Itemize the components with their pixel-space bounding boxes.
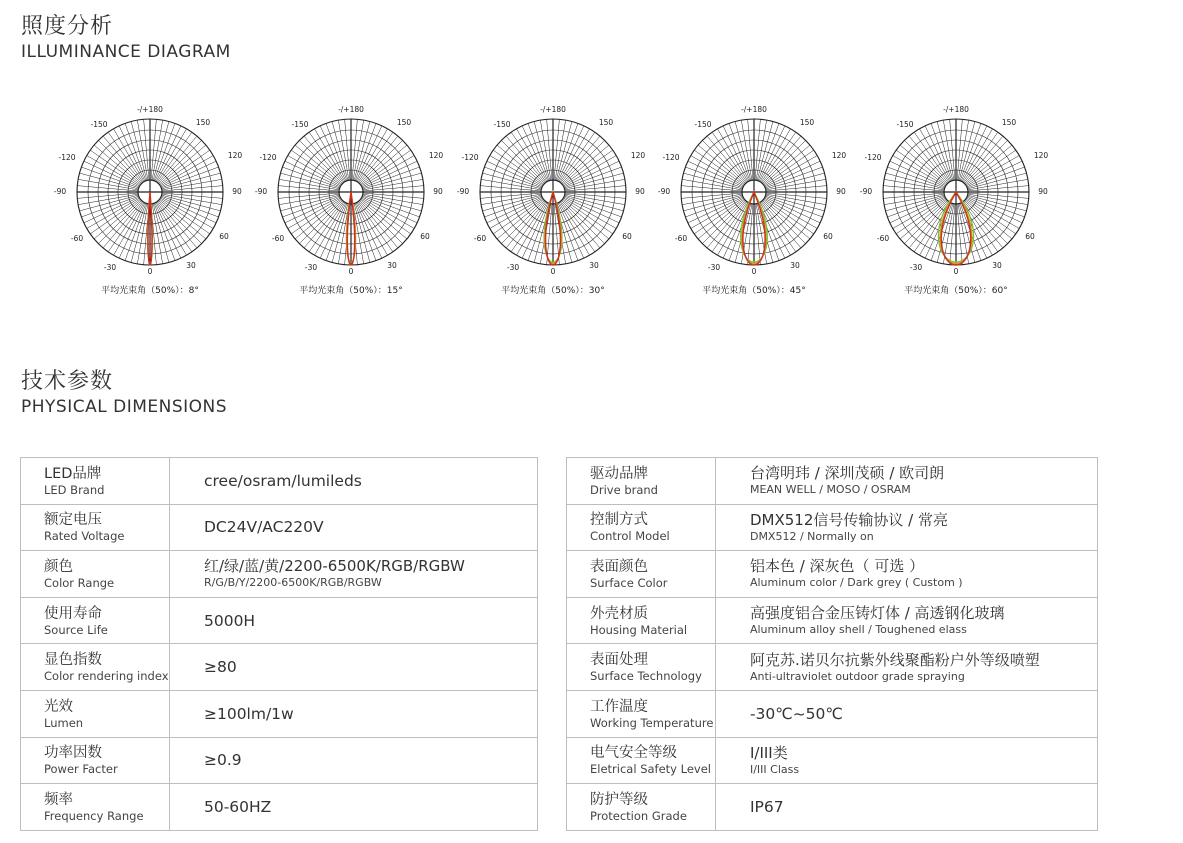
spec-label-en: Power Facter	[44, 762, 118, 777]
angle-label-top: -/+180	[741, 105, 767, 114]
angle-label-m120: -120	[864, 153, 882, 162]
spec-label-en: Surface Technology	[590, 669, 702, 684]
polar-chart	[654, 103, 854, 279]
spec-label-cn: 使用寿命	[44, 605, 102, 622]
spec-label-cn: 表面颜色	[590, 558, 648, 575]
angle-label-p30: 30	[790, 261, 800, 270]
angle-label-p30: 30	[992, 261, 1002, 270]
polar-spoke	[299, 200, 342, 243]
polar-chart	[856, 103, 1056, 279]
angle-label-top: -/+180	[943, 105, 969, 114]
polar-spoke	[359, 140, 402, 183]
angle-label-p150: 150	[1001, 118, 1017, 127]
spec-value: DMX512信号传输协议 / 常亮	[749, 510, 948, 529]
spec-label-cell	[21, 784, 170, 831]
polar-spoke	[561, 140, 604, 183]
angle-label-p60: 60	[1025, 232, 1035, 241]
angle-label-p120: 120	[1033, 151, 1049, 160]
polar-spoke	[98, 140, 141, 183]
physical-title-en: PHYSICAL DIMENSIONS	[21, 397, 228, 417]
spec-label-cell	[21, 504, 170, 551]
angle-label-m60: -60	[473, 234, 487, 243]
angle-label-bottom: 0	[147, 267, 153, 276]
spec-label-cell	[21, 737, 170, 784]
polar-spoke	[702, 200, 745, 243]
spec-label-cell	[567, 644, 716, 691]
polar-spoke	[501, 200, 544, 243]
spec-value: 铝本色 / 深灰色（ 可选 ）	[749, 557, 925, 576]
angle-label-m150: -150	[694, 120, 712, 129]
polar-diagram	[654, 103, 854, 303]
spec-value-cell	[169, 504, 537, 551]
spec-value-cell	[715, 644, 1097, 691]
angle-label-m60: -60	[271, 234, 285, 243]
spec-value: ≥80	[203, 658, 237, 677]
angle-label-m90: -90	[657, 187, 671, 196]
spec-label-cell	[567, 737, 716, 784]
angle-label-m60: -60	[674, 234, 688, 243]
polar-spoke	[98, 200, 141, 243]
spec-value-cell	[715, 784, 1097, 831]
angle-label-m90: -90	[859, 187, 873, 196]
spec-label-en: LED Brand	[44, 482, 105, 497]
beam-angle-caption: 平均光束角（50%）：60°	[904, 286, 1008, 296]
angle-label-m30: -30	[304, 263, 318, 272]
angle-label-m150: -150	[291, 120, 309, 129]
spec-value: -30℃~50℃	[749, 704, 843, 723]
spec-label-cn: 工作温度	[590, 698, 648, 715]
angle-label-m60: -60	[70, 234, 84, 243]
angle-label-top: -/+180	[338, 105, 364, 114]
spec-label-cn: 防护等级	[590, 791, 648, 808]
spec-label-cn: 表面处理	[590, 652, 648, 669]
angle-label-m150: -150	[493, 120, 511, 129]
polar-spoke	[158, 200, 201, 243]
spec-label-cell	[567, 551, 716, 598]
spec-label-cn: 光效	[44, 698, 73, 715]
spec-value-en: I/III Class	[749, 762, 800, 776]
spec-label-en: Eletrical Safety Level	[590, 762, 711, 777]
angle-label-m120: -120	[259, 153, 277, 162]
angle-label-p120: 120	[428, 151, 444, 160]
spec-label-cell	[21, 597, 170, 644]
spec-row	[21, 737, 538, 784]
angle-label-p150: 150	[799, 118, 815, 127]
angle-label-p30: 30	[387, 261, 397, 270]
angle-label-p90: 90	[1038, 187, 1048, 196]
spec-value: 50-60HZ	[203, 797, 272, 816]
polar-spoke	[359, 200, 402, 243]
spec-value-cell	[715, 737, 1097, 784]
spec-value: 5000H	[203, 611, 256, 630]
physical-title-cn: 技术参数	[21, 369, 114, 394]
spec-label-en: Color Range	[44, 575, 115, 590]
angle-label-m150: -150	[896, 120, 914, 129]
spec-value-cell	[715, 690, 1097, 737]
spec-value: 台湾明玮 / 深圳茂硕 / 欧司朗	[749, 464, 945, 483]
spec-value-cell	[715, 597, 1097, 644]
spec-value-en: Aluminum alloy shell / Toughened elass	[749, 623, 967, 637]
polar-spoke	[561, 200, 604, 243]
spec-value-cell	[169, 458, 537, 505]
angle-label-p120: 120	[227, 151, 243, 160]
spec-value-en: Anti-ultraviolet outdoor grade spraying	[749, 669, 965, 683]
spec-value: IP67	[749, 797, 784, 816]
angle-label-p90: 90	[635, 187, 645, 196]
spec-label-cn: 频率	[44, 791, 73, 808]
spec-label-en: Control Model	[590, 529, 670, 544]
beam-angle-caption: 平均光束角（50%）：8°	[101, 286, 199, 296]
angle-label-top: -/+180	[137, 105, 163, 114]
spec-row	[21, 597, 538, 644]
spec-value-en: MEAN WELL / MOSO / OSRAM	[749, 483, 911, 497]
spec-row	[567, 690, 1098, 737]
spec-value-cell	[169, 644, 537, 691]
spec-label-cn: LED品牌	[44, 465, 102, 482]
spec-value-cell	[169, 690, 537, 737]
spec-row	[567, 737, 1098, 784]
angle-label-m30: -30	[707, 263, 721, 272]
angle-label-p30: 30	[589, 261, 599, 270]
spec-label-cn: 额定电压	[44, 512, 102, 529]
spec-row	[567, 644, 1098, 691]
angle-label-p60: 60	[219, 232, 229, 241]
spec-row	[21, 784, 538, 831]
spec-label-cn: 控制方式	[590, 512, 648, 529]
spec-value-cell	[169, 784, 537, 831]
spec-label-en: Color rendering index	[44, 669, 169, 684]
angle-label-p120: 120	[630, 151, 646, 160]
spec-row	[21, 690, 538, 737]
spec-label-cell	[21, 551, 170, 598]
angle-label-m120: -120	[461, 153, 479, 162]
spec-value: 阿克苏.诺贝尔抗紫外线聚酯粉户外等级喷塑	[749, 650, 1040, 669]
angle-label-p90: 90	[433, 187, 443, 196]
spec-label-en: Working Temperature	[590, 715, 714, 730]
spec-label-en: Surface Color	[590, 575, 668, 590]
spec-label-cell	[567, 690, 716, 737]
spec-label-cell	[567, 597, 716, 644]
angle-label-p90: 90	[232, 187, 242, 196]
polar-spoke	[158, 140, 201, 183]
spec-table-left	[20, 457, 538, 831]
spec-row	[567, 458, 1098, 505]
spec-label-en: Source Life	[44, 622, 108, 637]
angle-label-m30: -30	[506, 263, 520, 272]
spec-label-cell	[21, 458, 170, 505]
spec-label-cn: 功率因数	[44, 745, 102, 762]
spec-label-en: Drive brand	[590, 482, 658, 497]
spec-row	[567, 784, 1098, 831]
angle-label-m30: -30	[103, 263, 117, 272]
polar-diagram	[856, 103, 1056, 303]
spec-row	[21, 644, 538, 691]
spec-label-en: Lumen	[44, 715, 84, 730]
polar-spoke	[904, 140, 947, 183]
spec-label-cn: 电气安全等级	[590, 745, 677, 762]
angle-label-bottom: 0	[953, 267, 959, 276]
beam-angle-caption: 平均光束角（50%）：30°	[501, 286, 605, 296]
spec-label-cn: 颜色	[44, 558, 73, 575]
spec-value-cell	[169, 737, 537, 784]
angle-label-m60: -60	[876, 234, 890, 243]
angle-label-p150: 150	[396, 118, 412, 127]
spec-row	[567, 504, 1098, 551]
polar-chart	[50, 103, 250, 279]
spec-row	[567, 551, 1098, 598]
polar-chart	[251, 103, 451, 279]
polar-diagram	[50, 103, 250, 303]
angle-label-m150: -150	[90, 120, 108, 129]
spec-label-en: Housing Material	[590, 622, 688, 637]
spec-value: 高强度铝合金压铸灯体 / 高透钢化玻璃	[749, 604, 1005, 623]
spec-value-cell	[715, 458, 1097, 505]
spec-label-cell	[567, 458, 716, 505]
spec-value-cell	[715, 551, 1097, 598]
beam-angle-caption: 平均光束角（50%）：45°	[702, 286, 806, 296]
spec-table-right	[566, 457, 1098, 831]
angle-label-p150: 150	[195, 118, 211, 127]
spec-label-en: Protection Grade	[590, 808, 687, 823]
angle-label-p150: 150	[598, 118, 614, 127]
polar-spoke	[762, 140, 805, 183]
polar-spoke	[501, 140, 544, 183]
illuminance-title-cn: 照度分析	[21, 14, 114, 39]
angle-label-bottom: 0	[348, 267, 354, 276]
angle-label-m90: -90	[456, 187, 470, 196]
angle-label-p30: 30	[186, 261, 196, 270]
spec-label-en: Frequency Range	[44, 808, 144, 823]
spec-label-cn: 驱动品牌	[590, 465, 648, 482]
spec-value-en: DMX512 / Normally on	[749, 529, 874, 543]
polar-diagram	[453, 103, 653, 303]
angle-label-p60: 60	[823, 232, 833, 241]
spec-value-cell	[169, 551, 537, 598]
spec-row	[21, 551, 538, 598]
spec-value-en: R/G/B/Y/2200-6500K/RGB/RGBW	[203, 576, 382, 590]
angle-label-bottom: 0	[751, 267, 757, 276]
polar-diagram	[251, 103, 451, 303]
angle-label-top: -/+180	[540, 105, 566, 114]
angle-label-m90: -90	[254, 187, 268, 196]
spec-value-en: Aluminum color / Dark grey ( Custom )	[749, 576, 963, 590]
angle-label-p90: 90	[836, 187, 846, 196]
spec-value-cell	[715, 504, 1097, 551]
spec-label-cn: 显色指数	[44, 652, 102, 669]
spec-row	[21, 458, 538, 505]
illuminance-title-en: ILLUMINANCE DIAGRAM	[21, 42, 231, 62]
spec-label-cn: 外壳材质	[590, 605, 648, 622]
spec-label-cell	[21, 690, 170, 737]
spec-value: ≥100lm/1w	[203, 704, 294, 723]
angle-label-m120: -120	[58, 153, 76, 162]
polar-chart	[453, 103, 653, 279]
spec-value-cell	[169, 597, 537, 644]
angle-label-p60: 60	[420, 232, 430, 241]
beam-angle-caption: 平均光束角（50%）：15°	[299, 286, 403, 296]
polar-spoke	[299, 140, 342, 183]
angle-label-p120: 120	[831, 151, 847, 160]
spec-label-cell	[21, 644, 170, 691]
spec-value: DC24V/AC220V	[203, 518, 324, 537]
spec-label-en: Rated Voltage	[44, 529, 125, 544]
angle-label-bottom: 0	[550, 267, 556, 276]
spec-value: cree/osram/lumileds	[203, 471, 362, 490]
angle-label-m90: -90	[53, 187, 67, 196]
polar-spoke	[964, 140, 1007, 183]
spec-row	[21, 504, 538, 551]
spec-value: 红/绿/蓝/黄/2200-6500K/RGB/RGBW	[203, 557, 465, 576]
spec-label-cell	[567, 504, 716, 551]
spec-row	[567, 597, 1098, 644]
polar-spoke	[702, 140, 745, 183]
angle-label-m120: -120	[662, 153, 680, 162]
spec-value: I/III类	[749, 743, 788, 762]
polar-spoke	[762, 200, 805, 243]
angle-label-p60: 60	[622, 232, 632, 241]
spec-label-cell	[567, 784, 716, 831]
spec-value: ≥0.9	[203, 751, 242, 770]
angle-label-m30: -30	[909, 263, 923, 272]
